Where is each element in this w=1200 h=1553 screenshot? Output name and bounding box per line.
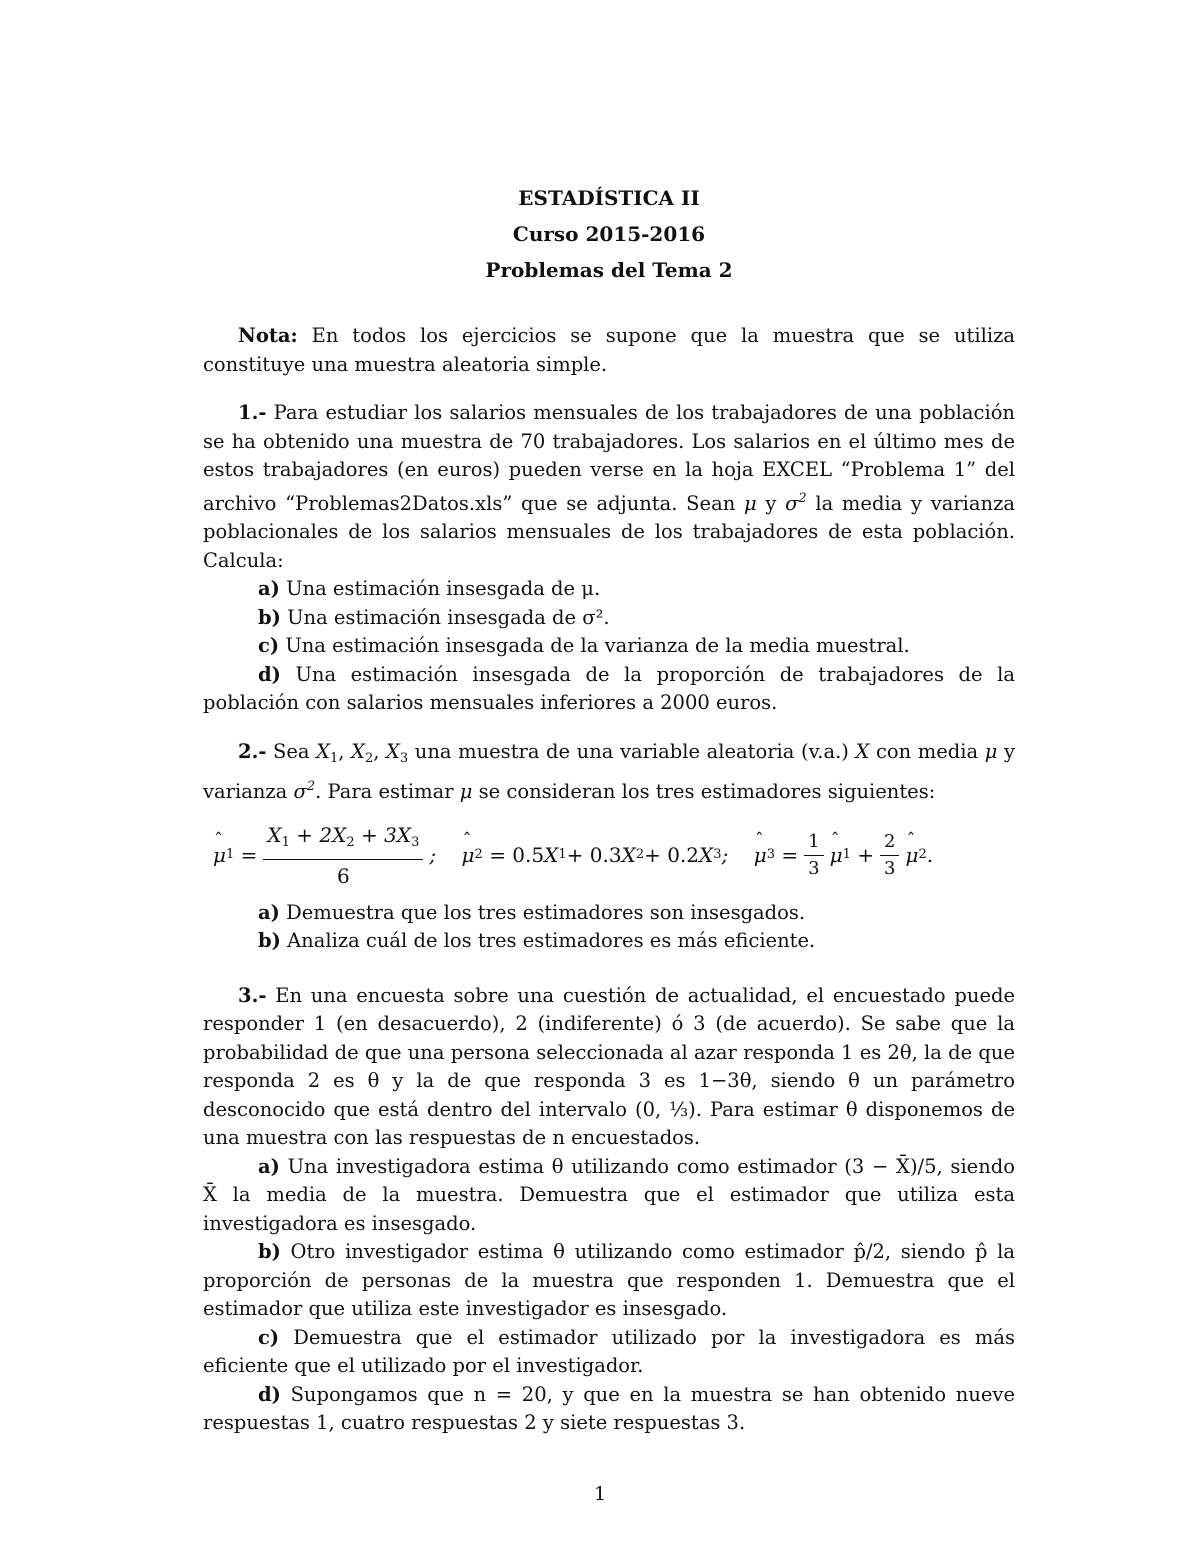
problem-3-items	[203, 1153, 1015, 1438]
document-page	[203, 180, 1015, 1438]
course-year: Curso 2015-2016	[512, 222, 706, 246]
list-item: c) Una estimación insesgada de la varianza de la media muestral.	[258, 634, 910, 657]
mu-symbol: μ	[743, 491, 757, 515]
problem-1-text-b: la media y varianza poblacionales de los salarios mensuales de los trabajadores de esta población. Calcula:	[203, 491, 1015, 572]
list-item: d) Una estimación insesgada de la proporción de trabajadores de la población con salarios mensuales inferiores a 2000 euros.	[203, 662, 1015, 714]
list-item: a) Una investigadora estima θ utilizando como estimador (3 − X̄)/5, siendo X̄ la media de la muestra. Demuestra que el estimador que utiliza esta investigadora es insesgado.	[203, 1154, 1015, 1235]
list-item: c) Demuestra que el estimador utilizado por la investigadora es más eficiente que el utilizado por el investigador.	[203, 1325, 1015, 1377]
list-item: b) Una estimación insesgada de σ².	[258, 605, 610, 629]
note-text: En todos los ejercicios se supone que la muestra que se utiliza constituye una muestra aleatoria simple.	[203, 324, 1015, 376]
estimators-formula: ˆ μ 1 = $\frac{X_1 + 2X_2 + 3X_3}{6}$ ; ˆ μ 2 = 0.5 X 1 + 0.3 X 2 + 0.2 X 3 ; ˆ μ 3 = $\frac{1}{3}$ ˆ μ 1 + $\frac{2}{3}$ ˆ μ 2 .	[203, 821, 1015, 891]
problem-2-number: 2.-	[238, 739, 267, 763]
list-item: a) Demuestra que los tres estimadores son insesgados.	[258, 900, 806, 924]
problem-2-items	[203, 899, 1015, 956]
problem-3-number: 3.-	[238, 983, 267, 1007]
document-subtitle: Problemas del Tema 2	[485, 258, 733, 282]
problem-3	[203, 982, 1015, 1153]
list-item: b) Analiza cuál de los tres estimadores es más eficiente.	[258, 929, 816, 952]
page-number: 1	[593, 1483, 607, 1505]
note-label: Nota:	[238, 324, 298, 347]
list-item: a) Una estimación insesgada de μ.	[258, 577, 601, 600]
problem-1-text-a: Para estudiar los salarios mensuales de los trabajadores de una población se ha obtenido una muestra de 70 trabajadores. Los salarios en el último mes de estos trabajadores (en euros) pueden verse en la hoja EXCEL “Problema 1” del archivo “Problemas2Datos.xls” que se adjunta. Sean	[203, 401, 1015, 515]
problem-1-number: 1.-	[238, 401, 267, 424]
list-item: b) Otro investigador estima θ utilizando como estimador p̂/2, siendo p̂ la proporción de personas de la muestra que responden 1. Demuestra que el estimador que utiliza este investigador es insesgado.	[203, 1240, 1015, 1320]
document-title: ESTADÍSTICA II	[518, 186, 700, 210]
problem-1: 1.- Para estudiar los salarios mensuales de los trabajadores de una población se ha obtenido una muestra de 70 trabajadores. Los salarios en el último mes de estos trabajadores (en euros) pueden verse en la hoja EXCEL “Problema 1” del archivo “Problemas2Datos.xls” que se adjunta. Sean μ y $\sigma^2$ la media y varianza poblacionales de los salarios mensuales de los trabajadores de esta población. Calcula:	[203, 401, 1015, 572]
list-item: d) Supongamos que n = 20, y que en la muestra se han obtenido nueve respuestas 1, cuatro respuestas 2 y siete respuestas 3.	[203, 1382, 1015, 1434]
problem-1-items	[203, 575, 1015, 718]
problem-2: 2.- Sea $X_1$, $X_2$, $X_3$ una muestra de una variable aleatoria (v.a.) X con media μ y varianza $\sigma^2$. Para estimar μ se consideran los tres estimadores siguientes:	[203, 739, 1016, 803]
problem-3-text: En una encuesta sobre una cuestión de actualidad, el encuestado puede responder 1 (en desacuerdo), 2 (indiferente) ó 3 (de acuerdo). Se sabe que la probabilidad de que una persona seleccionada al azar responda 1 es 2θ, la de que responda 2 es θ y la de que responda 3 es 1−3θ, siendo θ un parámetro desconocido que está dentro del intervalo (0, ⅓). Para estimar θ disponemos de una muestra con las respuestas de n encuestados.	[203, 983, 1016, 1149]
sigma-squared-symbol: $\sigma^2$	[785, 490, 807, 515]
title-block	[203, 180, 1015, 288]
note-paragraph	[203, 322, 1015, 379]
